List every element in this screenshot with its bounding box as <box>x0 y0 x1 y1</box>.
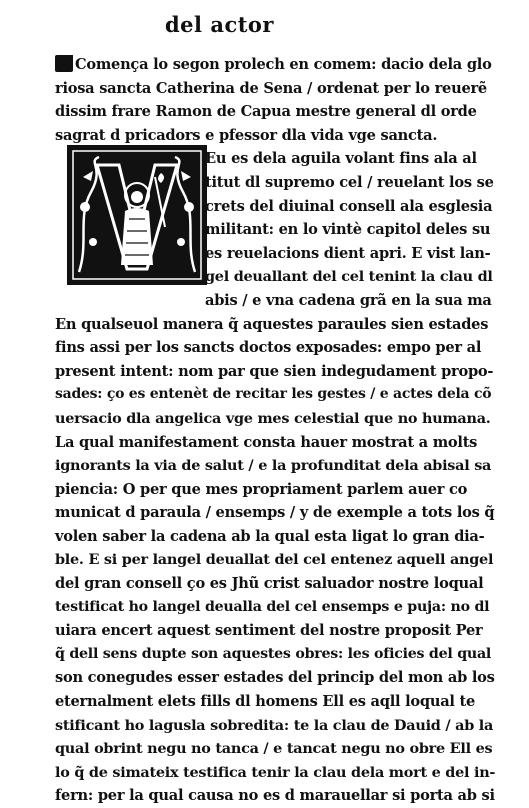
text-line: dissim frare Ramon de Capua mestre general dl orde <box>55 103 477 121</box>
text-line: son conegudes esser estades del princip del mon ab los <box>55 669 495 687</box>
text-line: En qualseuol manera q̃ aquestes paraules sien estades <box>55 315 489 333</box>
paragraph-mark-icon <box>55 55 73 72</box>
text-line: del gran consell ço es Jhũ crist saluador nostre loqual <box>55 575 484 593</box>
body-text <box>55 53 495 808</box>
text-line: present intent: nom par que sien indegudament propo- <box>55 362 494 380</box>
text-line: abis / e vna cadena grã en la sua ma <box>205 291 492 309</box>
text-line: lo q̃ de simateix testifica tenir la clau dela mort e del in- <box>55 763 496 781</box>
text-line: piencia: O per que mes propriament parlem auer co <box>55 480 468 498</box>
text-line: militant: en lo vintè capitol deles su <box>205 221 491 239</box>
text-line: stificant ho lagusla sobredita: te la clau de Dauid / ab la <box>55 716 494 734</box>
text-line: La qual manifestament consta hauer mostrat a molts <box>55 433 478 451</box>
text-line: fern: per la qual causa no es d marauellar si porta ab si <box>55 787 495 805</box>
text-line: testificat ho langel deualla del cel ensemps e puja: no dl <box>55 598 490 615</box>
text-line: ignorants la via de salut / e la profunditat dela abisal sa <box>55 457 492 475</box>
text-line: es reuelacions dient apri. E vist lan- <box>205 244 491 262</box>
text-line: uiara encert aquest sentiment del nostre proposit Per <box>55 622 483 640</box>
text-line: q̃ dell sens dupte son aquestes obres: les oficies del qual <box>55 645 492 662</box>
text-line: titut dl supremo cel / reuelant los se <box>205 173 494 191</box>
text-line: sades: ço es entenèt de recitar les gestes / e actes dela cõ <box>55 386 492 403</box>
text-line: riosa sancta Catherina de Sena / ordenat per lo reuerẽ <box>55 79 487 97</box>
text-line: Comença lo segon prolech en comem: dacio dela glo <box>55 53 495 77</box>
page-title: del actor <box>165 12 274 37</box>
text-line: Eu es dela aguila volant fins ala al <box>205 150 477 168</box>
text-line: fins assi per los sancts doctos exposades: empo per al <box>55 339 482 357</box>
text-line: eternalment elets fills dl homens Ell es aqll loqual te <box>55 693 476 711</box>
text-line: ble. E si per langel deuallat del cel entenez aquell angel <box>55 551 494 569</box>
text-line: uersacio dla angelica vge mes celestial que no humana. <box>55 409 491 427</box>
text-line: municat d paraula / ensemps / y de exemple a tots los q̃ <box>55 504 495 522</box>
text-line: volen saber la cadena ab la qual esta ligat lo gran dia- <box>55 527 485 545</box>
text-line: qual obrint negu no tanca / e tancat negu no obre Ell es <box>55 740 493 758</box>
text-line: crets del diuinal consell ala esglesia <box>205 197 493 215</box>
text-line: sagrat d pricadors e pfessor dla vida vge sancta. <box>55 126 438 144</box>
text-line: gel deuallant del cel tenint la clau dl <box>205 268 493 286</box>
